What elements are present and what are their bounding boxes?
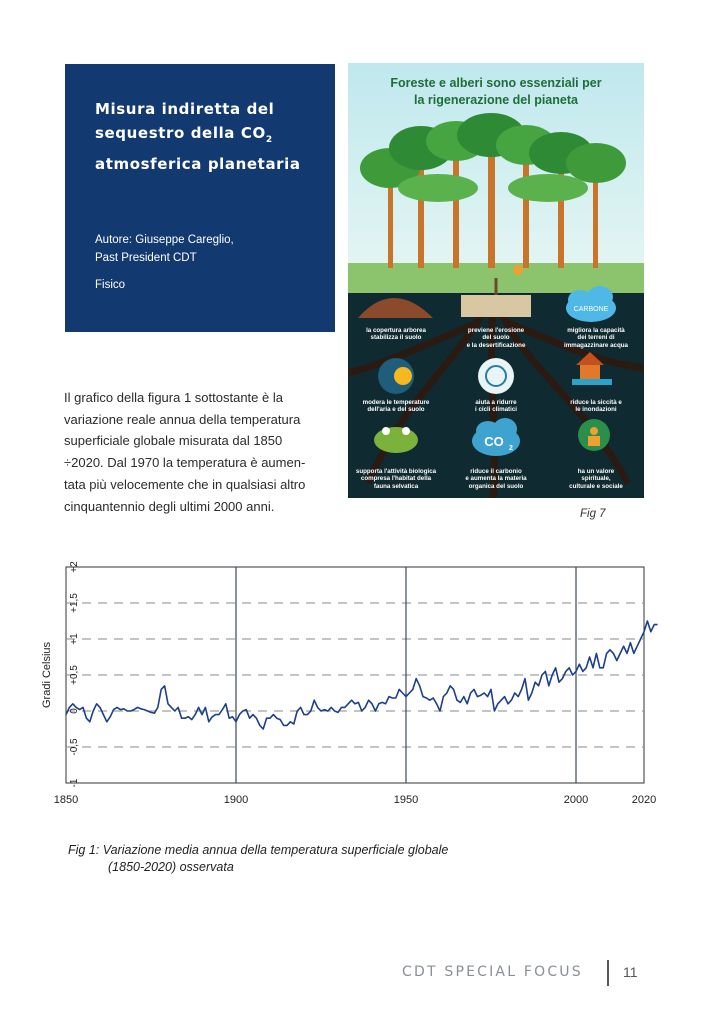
caption-climate-cycles [450,399,542,414]
sun-small-icon [513,265,523,275]
paragraph-line: tata più velocemente che in qualsiasi altro [64,476,306,492]
caption-text: riduce il carbonio [470,468,522,475]
forest-infographic [348,63,644,498]
x-tick-label: 2020 [631,794,657,806]
caption-text: del suolo [482,334,510,342]
y-tick-label: -1 [69,778,80,788]
caption-text: riduce la siccità e [570,399,622,406]
caption-text: aiuta a ridurre [475,399,517,406]
y-tick-label: -0,5 [69,738,80,756]
climate-cycle-icon [478,358,514,394]
caption-drought-floods [550,399,642,414]
infographic-title-line-1: Foreste e alberi sono essenziali per [390,76,602,90]
caption-text: spirituale, [581,475,611,483]
y-tick-label: +0,5 [69,665,80,685]
figure-7-label: Fig 7 [580,508,606,520]
paragraph-line: Il grafico della figura 1 sottostante è la [64,390,283,405]
page-number: 11 [623,964,638,980]
article-title [95,97,327,176]
caption-spiritual [550,468,642,490]
co2-subscript: 2 [509,445,513,452]
infographic-title-line-2: la rigenerazione del pianeta [414,93,578,107]
caption-text: e aumenta la materia [465,475,527,483]
author-role: Fisico [95,279,126,291]
temperature-chart [40,560,660,810]
caption-text: migliora la capacità [567,327,625,334]
author-name: Autore: Giuseppe Careglio, [95,234,234,246]
caption-water-storage [550,327,642,349]
caption-text: previene l'erosione [467,327,525,334]
y-axis-label: Gradi Celsius [41,641,53,709]
caption-text: la copertura arborea [366,327,426,334]
caption-soil-stability [350,327,442,342]
caption-line-2: (1850-2020) osservata [108,860,234,874]
caption-text: culturale e sociale [569,482,623,490]
caption-line-1: Fig 1: Variazione media annua della temperatura superficiale globale [68,843,449,857]
paragraph-line: variazione reale annua della temperatura [64,411,301,427]
caption-text: fauna selvatica [373,482,419,490]
x-tick-label: 1900 [223,794,249,806]
paragraph-line: ÷2020. Dal 1970 la temperatura è aumen- [64,455,306,471]
author-block [95,231,234,267]
x-axis-ticks [54,794,656,806]
caption-carbon [450,468,542,490]
x-tick-label: 2000 [563,794,589,806]
caption-text: stabilizza il suolo [370,334,422,342]
infographic-title [348,75,644,109]
y-tick-label: +2 [69,561,80,573]
caption-text: dei terreni di [577,334,615,342]
caption-erosion [450,327,542,349]
title-line-1: Misura indiretta del [95,100,275,118]
cracked-ground [461,295,531,317]
caption-text: e la desertificazione [466,341,526,349]
caption-text: le inondazioni [575,406,617,414]
paragraph-line: superficiale globale misurata dal 1850 [64,433,283,449]
cloud-label: CARBONE [573,306,609,313]
meditation-tree-icon [578,419,610,451]
body-paragraph [64,387,344,517]
footer-divider [607,960,609,986]
title-line-2: sequestro della CO [95,124,266,142]
figure-1-caption [68,842,448,876]
caption-biology [350,468,442,490]
author-title: Past President CDT [95,252,197,264]
x-tick-label: 1950 [393,794,419,806]
caption-temperature [350,399,442,414]
caption-text: dell'aria e del suolo [367,406,425,414]
caption-text: compresa l'habitat della [360,475,432,483]
caption-text: ha un valore [577,468,615,475]
frog-icon [374,427,418,453]
caption-text: supporta l'attività biologica [355,468,437,475]
article-title-box [65,64,335,332]
caption-text: modera le temperature [362,399,430,406]
title-subscript: 2 [265,135,273,145]
y-tick-label: 0 [69,708,80,714]
x-tick-label: 1850 [53,794,79,806]
co2-label: CO [484,434,504,449]
infographic-illustration [348,63,644,498]
caption-text: immagazzinare acqua [564,341,628,349]
y-tick-label: +1 [69,633,80,645]
y-axis-ticks [69,561,80,788]
footer-brand: CDT SPECIAL FOCUS [402,964,583,980]
title-line-3: atmosferica planetaria [95,155,301,173]
caption-text: i cicli climatici [475,406,517,414]
caption-text: organica del suolo [468,482,524,490]
y-tick-label: +1,5 [69,593,80,613]
paragraph-line: cinquantennio degli ultimi 2000 anni. [64,498,275,514]
